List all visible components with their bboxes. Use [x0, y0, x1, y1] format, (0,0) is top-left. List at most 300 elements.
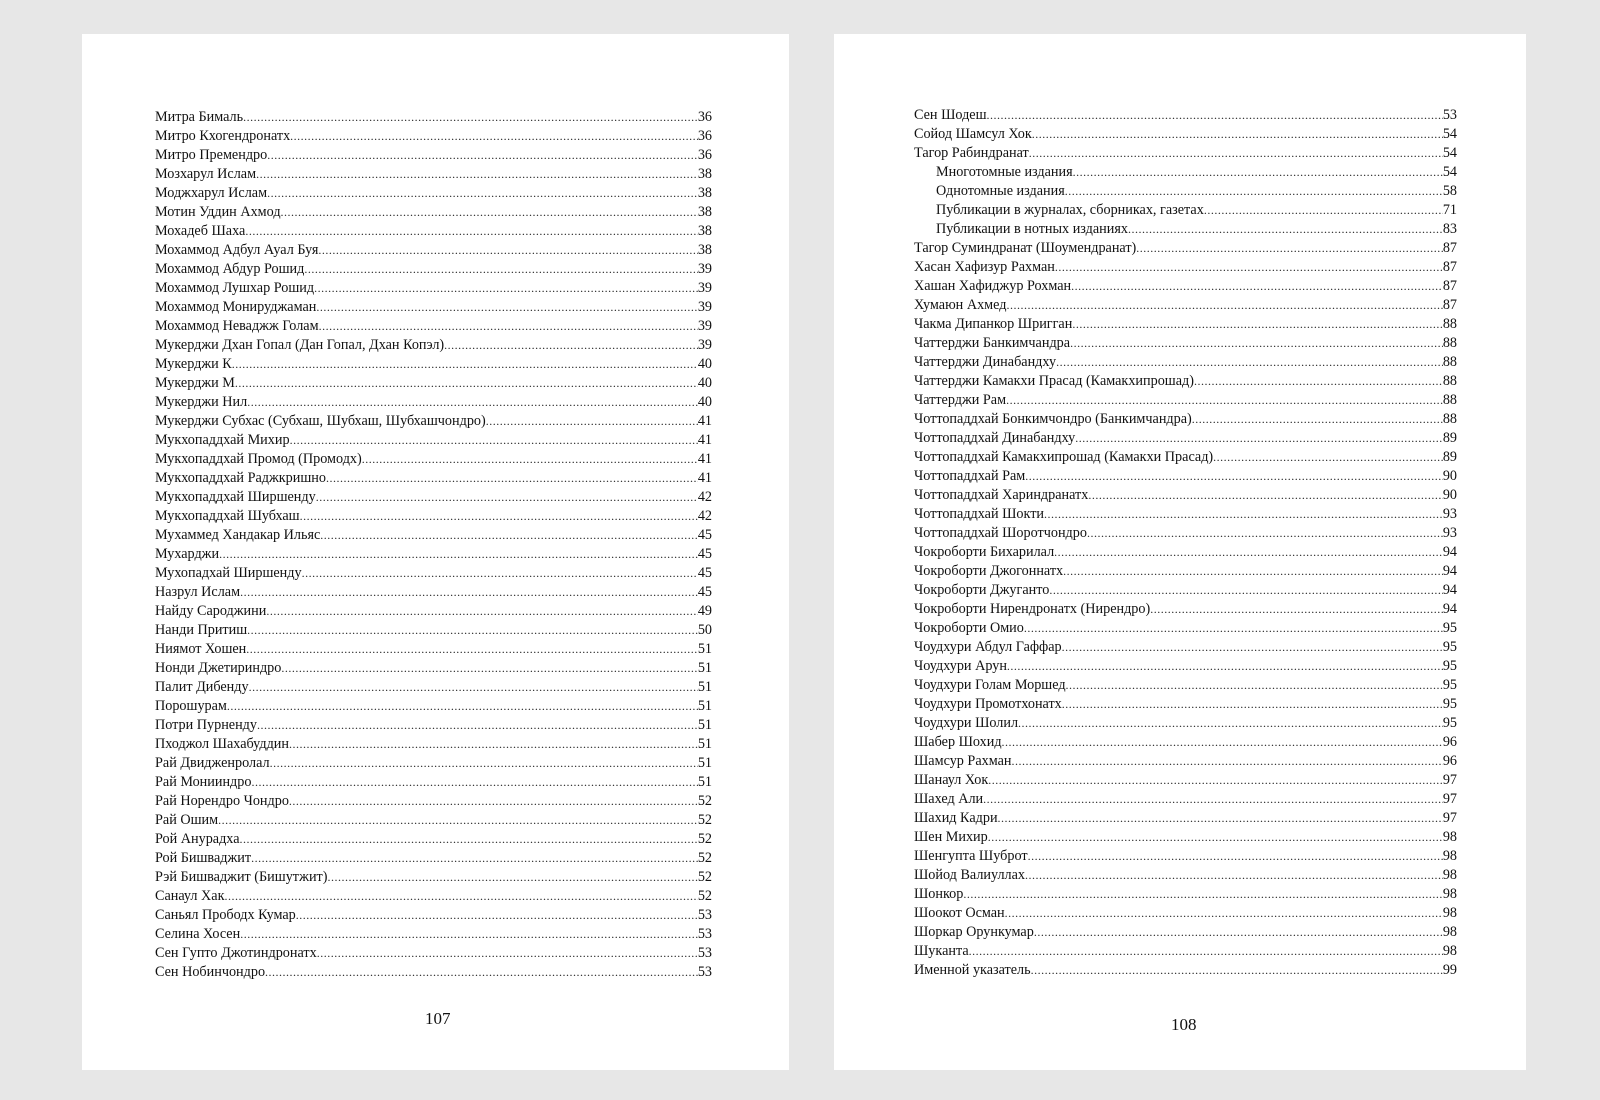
toc-entry-page: 88: [1442, 335, 1457, 351]
toc-entry: [155, 260, 712, 279]
toc-entry-name: Мохаммод Лушхар Рошид: [155, 280, 315, 296]
dot-leader: [1005, 904, 1443, 923]
toc-entry: [914, 809, 1457, 828]
toc-entry-page: 36: [697, 128, 712, 144]
dot-leader: [300, 507, 698, 526]
dot-leader: [444, 336, 698, 355]
dot-leader: [270, 754, 698, 773]
dot-leader: [987, 106, 1443, 125]
toc-entry-page: 45: [697, 584, 712, 600]
dot-leader: [1049, 581, 1442, 600]
toc-entry: [155, 925, 712, 944]
dot-leader: [1018, 714, 1443, 733]
toc-entry-name: Сен Шодеш: [914, 107, 987, 123]
dot-leader: [327, 868, 697, 887]
toc-entry-name: Чокроборти Джуганто: [914, 582, 1050, 598]
toc-entry-page: 51: [697, 774, 712, 790]
toc-entry-page: 53: [697, 945, 712, 961]
dot-leader: [243, 108, 698, 127]
toc-entry-name: Чоттопаддхай Бонкимчондро (Банкимчандра): [914, 411, 1192, 427]
toc-entry-name: Тагор Суминдранат (Шоумендранат): [914, 240, 1137, 256]
dot-leader: [1006, 391, 1443, 410]
toc-entry: [914, 657, 1457, 676]
toc-entry-name: Шабер Шохид: [914, 734, 1002, 750]
dot-leader: [266, 602, 697, 621]
toc-entry-name: Саньял Прободх Кумар: [155, 907, 296, 923]
toc-entry-page: 98: [1442, 924, 1457, 940]
toc-entry-page: 90: [1442, 468, 1457, 484]
toc-entry-name: Хашан Хафиджур Рохман: [914, 278, 1072, 294]
dot-leader: [1072, 315, 1442, 334]
toc-entry-page: 38: [697, 185, 712, 201]
toc-entry-name: Хасан Хафизур Рахман: [914, 259, 1055, 275]
toc-entry: [155, 811, 712, 830]
dot-leader: [1044, 505, 1443, 524]
toc-entry: [914, 885, 1457, 904]
dot-leader: [1054, 543, 1443, 562]
toc-entry-page: 40: [697, 375, 712, 391]
toc-entry-name: Рой Анурадха: [155, 831, 240, 847]
toc-entry: [914, 296, 1457, 315]
toc-entry-name: Рой Бишваджит: [155, 850, 252, 866]
toc-entry-name: Шенгупта Шуброт: [914, 848, 1028, 864]
dot-leader: [316, 298, 697, 317]
toc-entry: [914, 543, 1457, 562]
toc-entry: [914, 182, 1457, 201]
dot-leader: [227, 697, 698, 716]
toc-entry: [914, 942, 1457, 961]
toc-entry-page: 87: [1442, 278, 1457, 294]
toc-entry: [914, 315, 1457, 334]
toc-entry-name: Чоудхури Голам Моршед: [914, 677, 1066, 693]
toc-entry: [155, 336, 712, 355]
toc-entry: [914, 638, 1457, 657]
dot-leader: [247, 393, 698, 412]
dot-leader: [998, 809, 1443, 828]
toc-entry-page: 52: [697, 812, 712, 828]
toc-entry-page: 38: [697, 223, 712, 239]
toc-entry-page: 36: [697, 147, 712, 163]
toc-entry: [155, 298, 712, 317]
toc-entry: [914, 828, 1457, 847]
dot-leader: [246, 640, 698, 659]
toc-entry-page: 97: [1442, 772, 1457, 788]
toc-entry-page: 42: [697, 508, 712, 524]
toc-entry: [914, 619, 1457, 638]
dot-leader: [281, 659, 697, 678]
toc-entry-name: Палит Дибенду: [155, 679, 249, 695]
dot-leader: [317, 944, 698, 963]
toc-entry-page: 94: [1442, 601, 1457, 617]
toc-entry: [914, 258, 1457, 277]
toc-entry-name: Публикации в журналах, сборниках, газетах: [936, 202, 1204, 218]
toc-entry-page: 54: [1442, 126, 1457, 142]
toc-entry-name: Мухарджи: [155, 546, 220, 562]
toc-entry-page: 39: [697, 261, 712, 277]
toc-entry-name: Селина Хосен: [155, 926, 241, 942]
toc-entry: [155, 203, 712, 222]
toc-entry-page: 88: [1442, 316, 1457, 332]
toc-entry: [155, 279, 712, 298]
toc-entry-page: 98: [1442, 886, 1457, 902]
dot-leader: [1011, 752, 1442, 771]
toc-entry-page: 54: [1442, 145, 1457, 161]
toc-entry-page: 89: [1442, 449, 1457, 465]
dot-leader: [251, 849, 698, 868]
dot-leader: [1029, 144, 1443, 163]
toc-entry: [155, 716, 712, 735]
toc-entry-name: Мукерджи Нил: [155, 394, 248, 410]
toc-entry: [914, 448, 1457, 467]
toc-entry-page: 53: [697, 964, 712, 980]
toc-entry: [914, 714, 1457, 733]
dot-leader: [247, 621, 698, 640]
dot-leader: [486, 412, 698, 431]
toc-entry-name: Чоттопаддхай Шоротчондро: [914, 525, 1087, 541]
toc-entry-name: Шоокот Осман: [914, 905, 1005, 921]
toc-entry-page: 87: [1442, 240, 1457, 256]
toc-entry: [155, 469, 712, 488]
toc-entry-page: 36: [697, 109, 712, 125]
toc-entry-name: Мухопадхай Ширшенду: [155, 565, 302, 581]
toc-entry-name: Мукхопаддхай Ширшенду: [155, 489, 316, 505]
dot-leader: [249, 678, 698, 697]
toc-entry: [155, 393, 712, 412]
dot-leader: [1025, 467, 1443, 486]
toc-entry: [914, 733, 1457, 752]
toc-entry-name: Мохаммод Адбул Ауал Буя: [155, 242, 319, 258]
toc-entry-name: Рай Ошим: [155, 812, 219, 828]
toc-entry-page: 41: [697, 413, 712, 429]
toc-entry-name: Чоудхури Арун: [914, 658, 1007, 674]
toc-entry: [155, 146, 712, 165]
toc-entry-name: Рай Монииндро: [155, 774, 252, 790]
dot-leader: [1002, 733, 1443, 752]
toc-entry: [914, 904, 1457, 923]
dot-leader: [1075, 429, 1443, 448]
toc-entry-name: Мукерджи Субхас (Субхаш, Шубхаш, Шубхашчондро): [155, 413, 486, 429]
toc-entry-page: 51: [697, 717, 712, 733]
toc-entry-page: 39: [697, 299, 712, 315]
toc-entry-name: Мукхопаддхай Михир: [155, 432, 290, 448]
toc-entry-name: Пходжол Шахабуддин: [155, 736, 289, 752]
toc-entry-page: 53: [697, 926, 712, 942]
toc-list-right: [914, 106, 1457, 980]
toc-entry-name: Митра Бималь: [155, 109, 244, 125]
toc-entry: [155, 640, 712, 659]
toc-entry: [914, 600, 1457, 619]
toc-entry: [155, 944, 712, 963]
dot-leader: [963, 885, 1442, 904]
toc-entry-name: Рай Норендро Чондро: [155, 793, 289, 809]
toc-entry-name: Чаттерджи Динабандху: [914, 354, 1057, 370]
toc-entry-name: Мозхарул Ислам: [155, 166, 257, 182]
toc-entry-name: Санаул Хак: [155, 888, 225, 904]
toc-entry-page: 40: [697, 394, 712, 410]
dot-leader: [1034, 923, 1443, 942]
toc-entry: [914, 144, 1457, 163]
toc-entry-page: 98: [1442, 848, 1457, 864]
dot-leader: [1025, 866, 1443, 885]
dot-leader: [302, 564, 698, 583]
toc-entry-page: 95: [1442, 715, 1457, 731]
toc-entry-name: Шоркар Орункумар: [914, 924, 1034, 940]
toc-entry-name: Мукерджи М: [155, 375, 235, 391]
toc-entry-page: 52: [697, 888, 712, 904]
dot-leader: [1006, 296, 1442, 315]
dot-leader: [1150, 600, 1443, 619]
toc-entry-page: 83: [1442, 221, 1457, 237]
dot-leader: [290, 127, 698, 146]
toc-entry: [914, 923, 1457, 942]
toc-entry: [155, 526, 712, 545]
dot-leader: [265, 963, 698, 982]
toc-entry-name: Чоттопаддхай Камакхипрошад (Камакхи Прасад): [914, 449, 1214, 465]
toc-entry-name: Сойод Шамсул Хок: [914, 126, 1032, 142]
toc-entry: [155, 735, 712, 754]
toc-entry-name: Чоудхури Промотхонатх: [914, 696, 1062, 712]
toc-entry-name: Чокроборти Нирендронатх (Нирендро): [914, 601, 1151, 617]
toc-entry: [155, 849, 712, 868]
toc-entry: [155, 887, 712, 906]
toc-entry: [914, 752, 1457, 771]
toc-entry-name: Найду Сароджини: [155, 603, 267, 619]
toc-entry-page: 96: [1442, 753, 1457, 769]
toc-entry-name: Митро Премендро: [155, 147, 268, 163]
toc-entry-page: 88: [1442, 392, 1457, 408]
toc-entry-name: Шонкор: [914, 886, 964, 902]
toc-list-left: [155, 108, 712, 982]
toc-entry: [914, 562, 1457, 581]
dot-leader: [1007, 657, 1443, 676]
dot-leader: [988, 828, 1443, 847]
toc-entry-name: Митро Кхогендронатх: [155, 128, 291, 144]
toc-entry-name: Сен Нобинчондро: [155, 964, 266, 980]
toc-entry: [155, 697, 712, 716]
toc-entry-name: Мухаммед Хандакар Ильяс: [155, 527, 321, 543]
toc-entry-page: 93: [1442, 506, 1457, 522]
dot-leader: [1073, 163, 1443, 182]
toc-entry-name: Назрул Ислам: [155, 584, 241, 600]
toc-entry: [155, 754, 712, 773]
toc-entry-page: 95: [1442, 658, 1457, 674]
dot-leader: [240, 830, 698, 849]
toc-entry-page: 53: [1442, 107, 1457, 123]
dot-leader: [251, 773, 697, 792]
toc-entry-page: 89: [1442, 430, 1457, 446]
toc-entry-page: 94: [1442, 563, 1457, 579]
dot-leader: [1088, 486, 1442, 505]
dot-leader: [289, 792, 698, 811]
toc-entry: [155, 241, 712, 260]
toc-entry-name: Чоттопаддхай Рам: [914, 468, 1026, 484]
toc-entry-page: 98: [1442, 867, 1457, 883]
toc-entry: [155, 602, 712, 621]
dot-leader: [1192, 410, 1443, 429]
toc-entry: [155, 165, 712, 184]
toc-entry: [914, 961, 1457, 980]
dot-leader: [267, 146, 698, 165]
dot-leader: [224, 887, 697, 906]
toc-entry-name: Мохадеб Шаха: [155, 223, 246, 239]
toc-entry-page: 52: [697, 793, 712, 809]
toc-entry: [155, 678, 712, 697]
toc-entry-name: Мукхопаддхай Промод (Промодх): [155, 451, 362, 467]
dot-leader: [1056, 353, 1443, 372]
toc-entry-page: 53: [697, 907, 712, 923]
toc-entry: [155, 507, 712, 526]
toc-entry-name: Нонди Джетириндро: [155, 660, 282, 676]
toc-entry: [914, 429, 1457, 448]
toc-entry: [914, 239, 1457, 258]
toc-entry: [155, 488, 712, 507]
dot-leader: [1136, 239, 1443, 258]
toc-entry-page: 98: [1442, 829, 1457, 845]
toc-entry-page: 93: [1442, 525, 1457, 541]
toc-entry-page: 71: [1442, 202, 1457, 218]
toc-entry-name: Хумаюн Ахмед: [914, 297, 1007, 313]
toc-entry: [914, 866, 1457, 885]
dot-leader: [296, 906, 698, 925]
toc-entry-name: Шанаул Хок: [914, 772, 989, 788]
toc-entry-page: 94: [1442, 544, 1457, 560]
page-number-right: 108: [1171, 1015, 1197, 1034]
toc-entry: [155, 963, 712, 982]
toc-entry: [155, 431, 712, 450]
dot-leader: [240, 925, 698, 944]
dot-leader: [245, 222, 698, 241]
toc-entry-name: Многотомные издания: [936, 164, 1073, 180]
toc-entry-page: 49: [697, 603, 712, 619]
toc-entry-page: 41: [697, 451, 712, 467]
toc-entry-page: 98: [1442, 943, 1457, 959]
dot-leader: [326, 469, 698, 488]
toc-entry: [914, 125, 1457, 144]
toc-entry-page: 96: [1442, 734, 1457, 750]
toc-entry-page: 52: [697, 869, 712, 885]
dot-leader: [1065, 182, 1443, 201]
toc-entry-page: 42: [697, 489, 712, 505]
toc-entry-page: 88: [1442, 354, 1457, 370]
toc-entry-page: 88: [1442, 411, 1457, 427]
toc-entry-page: 50: [697, 622, 712, 638]
toc-entry: [155, 222, 712, 241]
dot-leader: [267, 184, 698, 203]
dot-leader: [1066, 676, 1443, 695]
toc-entry: [914, 524, 1457, 543]
toc-entry: [914, 790, 1457, 809]
toc-entry: [155, 184, 712, 203]
toc-entry-name: Чаттерджи Рам: [914, 392, 1007, 408]
toc-entry-name: Чоудхури Абдул Гаффар: [914, 639, 1062, 655]
dot-leader: [1055, 258, 1443, 277]
toc-entry: [155, 412, 712, 431]
toc-entry: [914, 277, 1457, 296]
dot-leader: [1062, 638, 1443, 657]
dot-leader: [318, 241, 697, 260]
toc-entry: [914, 334, 1457, 353]
toc-entry-name: Однотомные издания: [936, 183, 1065, 199]
dot-leader: [290, 431, 698, 450]
toc-entry-page: 51: [697, 736, 712, 752]
toc-entry-page: 45: [697, 546, 712, 562]
toc-entry-page: 45: [697, 527, 712, 543]
toc-entry-page: 39: [697, 318, 712, 334]
page-number-left: 107: [425, 1009, 451, 1028]
toc-entry: [155, 545, 712, 564]
toc-entry-name: Мукерджи Дхан Гопал (Дан Гопал, Дхан Копэл): [155, 337, 445, 353]
toc-entry: [914, 163, 1457, 182]
dot-leader: [1031, 961, 1443, 980]
toc-entry: [914, 505, 1457, 524]
toc-entry-name: Рэй Бишваджит (Бишутжит): [155, 869, 328, 885]
toc-entry: [155, 792, 712, 811]
toc-entry-page: 52: [697, 831, 712, 847]
toc-entry-name: Мукхопаддхай Раджкришно: [155, 470, 326, 486]
left-page: [82, 34, 789, 1070]
toc-entry-name: Нанди Притиш: [155, 622, 248, 638]
dot-leader: [1087, 524, 1443, 543]
toc-entry-name: Шахед Али: [914, 791, 984, 807]
dot-leader: [281, 203, 698, 222]
toc-entry: [914, 695, 1457, 714]
toc-entry-name: Шахид Кадри: [914, 810, 998, 826]
toc-entry-page: 88: [1442, 373, 1457, 389]
toc-entry: [914, 771, 1457, 790]
toc-entry: [155, 317, 712, 336]
toc-entry-name: Чакма Дипанкор Шригган: [914, 316, 1073, 332]
dot-leader: [1063, 562, 1443, 581]
toc-entry-page: 97: [1442, 791, 1457, 807]
toc-entry-page: 87: [1442, 259, 1457, 275]
toc-entry-page: 95: [1442, 696, 1457, 712]
dot-leader: [1070, 334, 1443, 353]
toc-entry-name: Мукерджи К: [155, 356, 232, 372]
toc-entry-name: Шен Михир: [914, 829, 988, 845]
toc-entry-name: Чоттопаддхай Шокти: [914, 506, 1045, 522]
dot-leader: [289, 735, 698, 754]
toc-entry: [155, 374, 712, 393]
toc-entry-name: Мохаммод Неваджж Голам: [155, 318, 319, 334]
dot-leader: [1024, 619, 1443, 638]
dot-leader: [362, 450, 698, 469]
toc-entry: [155, 108, 712, 127]
toc-entry-name: Мотин Уддин Ахмод: [155, 204, 281, 220]
toc-entry-page: 52: [697, 850, 712, 866]
dot-leader: [235, 374, 698, 393]
dot-leader: [1194, 372, 1443, 391]
toc-entry-name: Чокроборти Джогоннатх: [914, 563, 1064, 579]
toc-entry: [155, 906, 712, 925]
toc-entry-page: 98: [1442, 905, 1457, 921]
toc-entry: [155, 659, 712, 678]
toc-entry-page: 95: [1442, 620, 1457, 636]
toc-entry-page: 38: [697, 204, 712, 220]
toc-entry: [914, 372, 1457, 391]
toc-entry-page: 38: [697, 166, 712, 182]
toc-entry: [155, 868, 712, 887]
toc-entry: [914, 847, 1457, 866]
dot-leader: [320, 526, 698, 545]
toc-entry-name: Чаттерджи Банкимчандра: [914, 335, 1071, 351]
toc-entry: [155, 450, 712, 469]
dot-leader: [1032, 125, 1443, 144]
toc-entry-name: Мохаммод Монируджаман: [155, 299, 317, 315]
toc-entry-page: 51: [697, 698, 712, 714]
toc-entry-name: Чоттопаддхай Динабандху: [914, 430, 1076, 446]
toc-entry-name: Чокроборти Омио: [914, 620, 1024, 636]
toc-entry: [155, 564, 712, 583]
